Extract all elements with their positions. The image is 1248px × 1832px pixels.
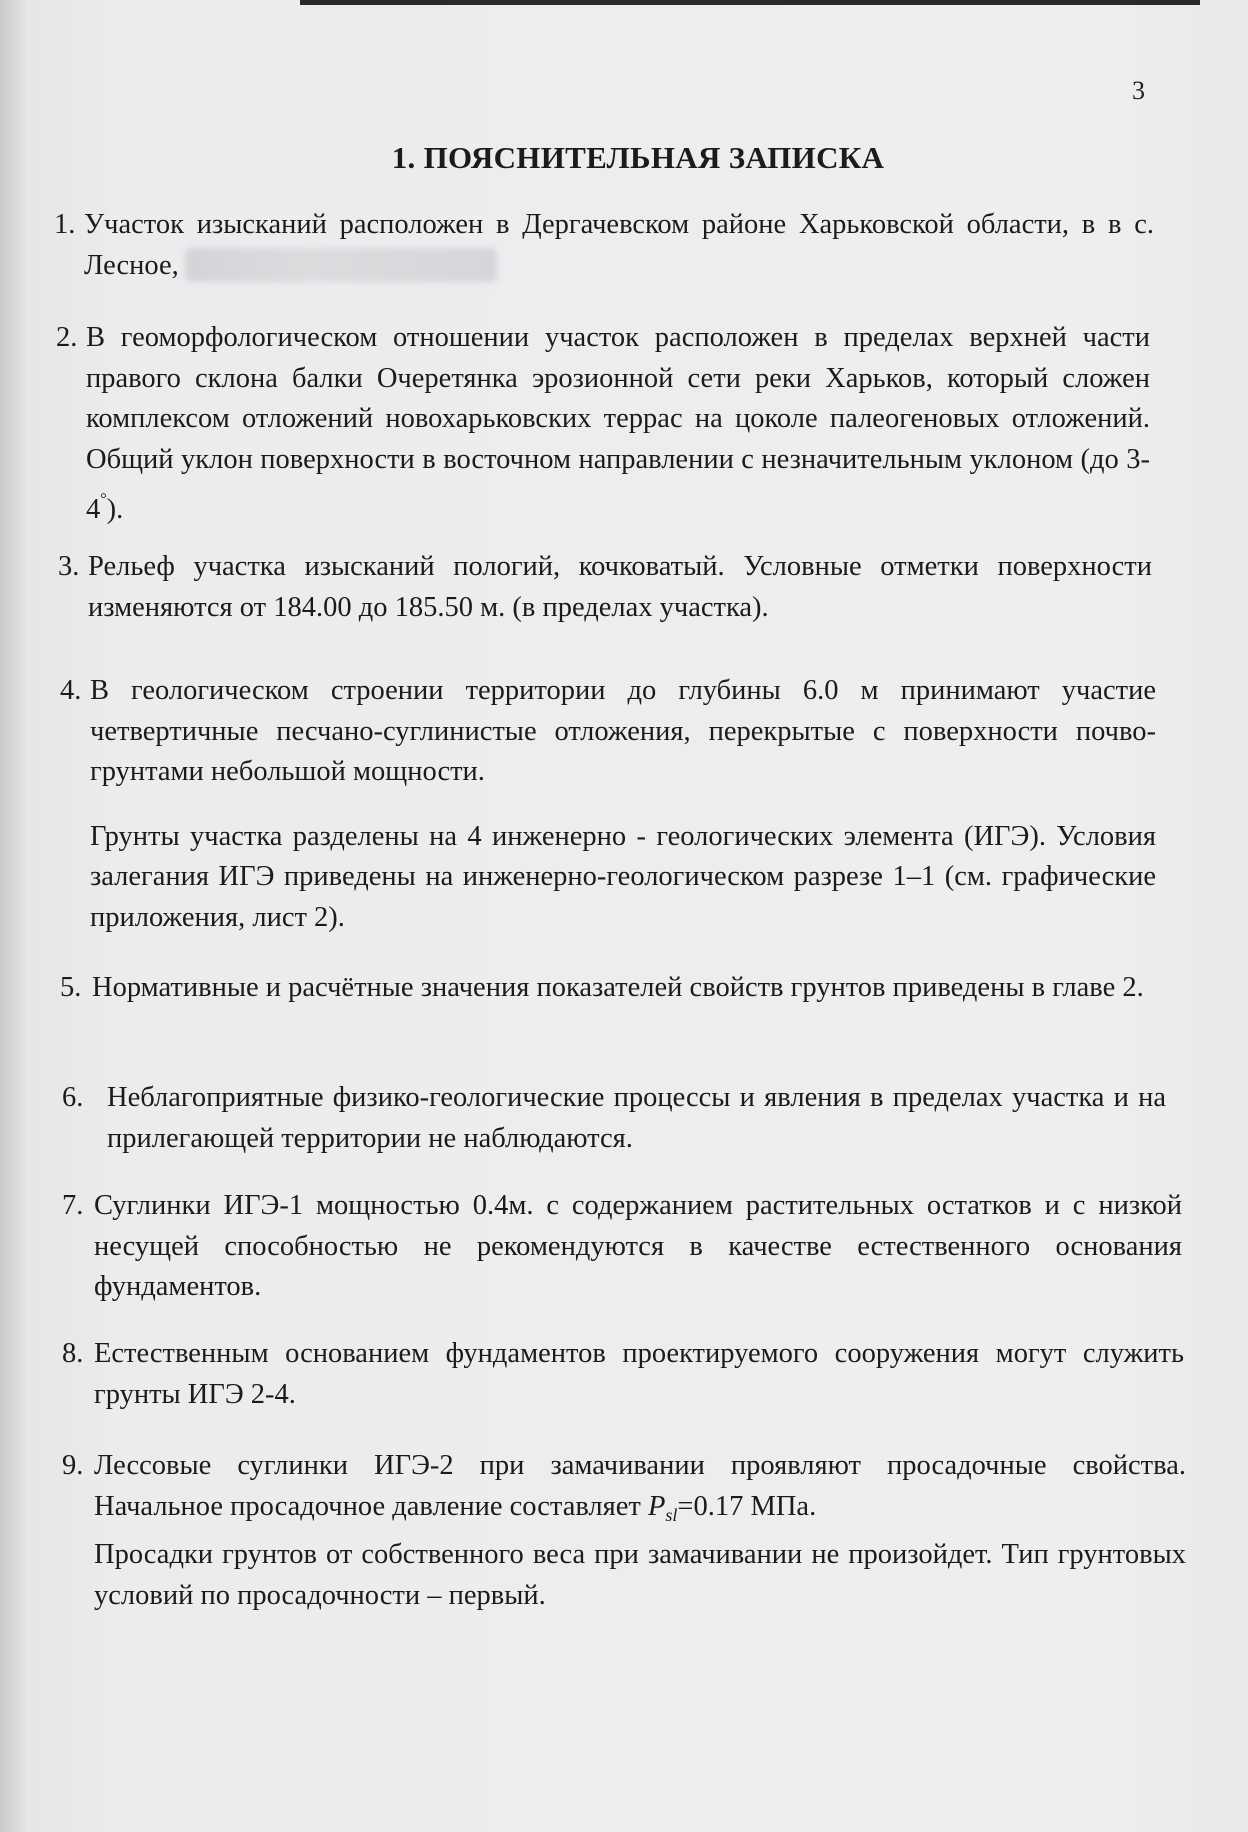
item-text: В геоморфологическом отношении участок расположен в пределах верхней части правого склона балки Очеретянка эрозионной сети реки Харьков, который сложен комплексом отложений новохарьковских террас на цоколе палеогеновых отложений. Общий уклон поверхности в восточном направлении с незначительным уклоном (до 3-4 — [86, 322, 1150, 525]
item-number: 6. — [62, 1082, 84, 1113]
item-text: Рельеф участка изысканий пологий, кочковатый. Условные отметки поверхности изменяются от 184.00 до 185.50 м. (в пределах участка). — [88, 551, 1152, 623]
list-item-3 — [58, 547, 1152, 628]
list-item-6 — [62, 1078, 1166, 1159]
formula-value: =0.17 МПа. — [677, 1490, 817, 1522]
item-text: Естественным основанием фундаментов проектируемого сооружения могут служить грунты ИГЭ 2-4. — [94, 1338, 1184, 1410]
item-text: В геологическом строении территории до глубины 6.0 м принимают участие четвертичные песчано-суглинистые отложения, перекрытые с поверхности почво-грунтами небольшой мощности. — [90, 675, 1156, 787]
item-text: Нормативные и расчётные значения показателей свойств грунтов приведены в главе 2. — [92, 972, 1144, 1003]
degree-symbol: ° — [100, 491, 107, 508]
list-item-5 — [60, 968, 1174, 1009]
formula-subscript: sl — [665, 1504, 678, 1525]
list-item-8 — [62, 1334, 1184, 1415]
list-item-4 — [60, 671, 1156, 938]
list-item-2 — [56, 318, 1150, 531]
item-number: 5. — [60, 972, 82, 1003]
item-number: 3. — [58, 551, 80, 582]
item-text: Неблагоприятные физико-геологические процессы и явления в пределах участка и на прилегающей территории не наблюдаются. — [107, 1082, 1166, 1154]
item-text: Участок изысканий расположен в Дергачевском районе Харьковской области, в в с. Лесное, — [84, 209, 1154, 281]
item-number: 7. — [62, 1190, 84, 1221]
item-text-paragraph-2: Грунты участка разделены на 4 инженерно - геологических элемента (ИГЭ). Условия залегания ИГЭ приведены на инженерно-геологическом разрезе 1–1 (см. графические приложения, лист 2). — [90, 820, 1156, 933]
section-title: 1. ПОЯСНИТЕЛЬНАЯ ЗАПИСКА — [391, 140, 885, 175]
page-number: 3 — [1132, 76, 1145, 105]
item-text-paragraph-2: Просадки грунтов от собственного веса при замачивании не произойдет. Тип грунтовых условий по просадочности – первый. — [94, 1539, 1186, 1611]
list-item-7 — [62, 1186, 1182, 1308]
list-item-1 — [54, 205, 1154, 286]
item-number: 2. — [56, 322, 78, 353]
item-number: 8. — [62, 1338, 84, 1369]
item-number: 1. — [54, 209, 76, 240]
item-text: Лессовые суглинки ИГЭ-2 при замачивании проявляют просадочные свойства. Начальное просадочное давление составляет — [94, 1450, 1186, 1522]
item-text: Суглинки ИГЭ-1 мощностью 0.4м. с содержанием растительных остатков и с низкой несущей способностью не рекомендуются в качестве естественного основания фундаментов. — [94, 1190, 1182, 1302]
item-number: 9. — [62, 1450, 84, 1481]
item-number: 4. — [60, 675, 82, 706]
redacted-text-block — [185, 248, 497, 282]
list-item-9 — [62, 1446, 1186, 1616]
item-text-end: ). — [106, 494, 124, 525]
formula-symbol: P — [647, 1490, 666, 1522]
top-edge-shadow — [300, 0, 1200, 5]
